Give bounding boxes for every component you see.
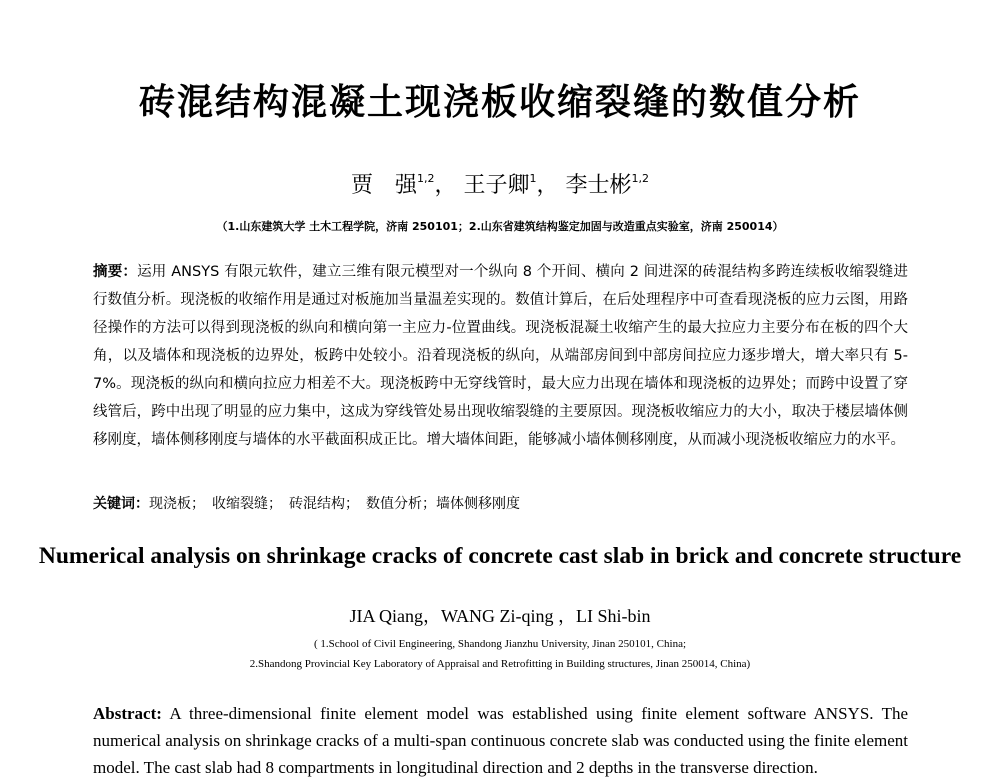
abstract-en	[93, 700, 908, 781]
abstract-en-label: Abstract:	[93, 704, 162, 723]
affiliation-cn: （1.山东建筑大学 土木工程学院，济南 250101；2.山东省建筑结构鉴定加固与改造重点实验室，济南 250014）	[216, 220, 784, 233]
authors-cn	[0, 168, 1000, 199]
paper-title-cn: 砖混结构混凝土现浇板收缩裂缝的数值分析	[138, 82, 861, 123]
author-sep: ，	[434, 173, 457, 198]
paper-title-en: Numerical analysis on shrinkage cracks of concrete cast slab in brick and concrete structure	[38, 543, 962, 569]
keywords-cn-text: 现浇板； 收缩裂缝； 砖混结构； 数值分析；墙体侧移刚度	[149, 496, 520, 512]
abstract-cn	[93, 258, 908, 454]
authors-en: JIA Qiang，WANG Zi-qing ，LI Shi-bin	[349, 606, 651, 626]
keywords-cn-label: 关键词：	[93, 496, 149, 512]
author-2: 王子卿	[463, 173, 530, 198]
keywords-cn	[93, 493, 520, 513]
abstract-cn-text: 运用 ANSYS 有限元软件，建立三维有限元模型对一个纵向 8 个开间、横向 2 间进深的砖混结构多跨连续板收缩裂缝进行数值分析。现浇板的收缩作用是通过对板施加当量温差实现的。数值计算后，在后处理程序中可查看现浇板的应力云图，用路径操作的方法可以得到现浇板的纵向和横向第一主应力-位置曲线。现浇板混凝土收缩产生的最大拉应力主要分布在板的四个大角，以及墙体和现浇板的边界处，板跨中处较小。沿着现浇板的纵向，从端部房间到中部房间拉应力逐步增大，增大率只有 5-7%。现浇板的纵向和横向拉应力相差不大。现浇板跨中无穿线管时，最大应力出现在墙体和现浇板的边界处；而跨中设置了穿线管后，跨中出现了明显的应力集中，这成为穿线管处易出现收缩裂缝的主要原因。现浇板收缩应力的大小，取决于楼层墙体侧移刚度，墙体侧移刚度与墙体的水平截面积成正比。增大墙体间距，能够减小墙体侧移刚度，从而减小现浇板收缩应力的水平。	[93, 264, 908, 448]
abstract-cn-label: 摘要：	[93, 264, 138, 280]
abstract-en-text: A three-dimensional finite element model was established using finite element software ANSYS. The numerical analysis on shrinkage cracks of a multi-span continuous concrete slab was conducted using the finite element model. The cast slab had 8 compartments in longitudinal direction and 2 depths in the transverse direction.	[93, 704, 908, 777]
author-3-affil: 1,2	[631, 172, 650, 185]
affiliation-en-line1: ( 1.School of Civil Engineering, Shandong Jianzhu University, Jinan 250101, China;	[313, 638, 687, 650]
author-2-affil: 1	[529, 172, 537, 185]
author-1: 贾 强	[350, 173, 417, 198]
author-1-affil: 1,2	[416, 172, 435, 185]
author-3: 李士彬	[565, 173, 632, 198]
author-sep: ，	[536, 173, 559, 198]
affiliation-en-line2: 2.Shandong Provincial Key Laboratory of Appraisal and Retrofitting in Building structures, Jinan 250014, China)	[249, 658, 751, 670]
